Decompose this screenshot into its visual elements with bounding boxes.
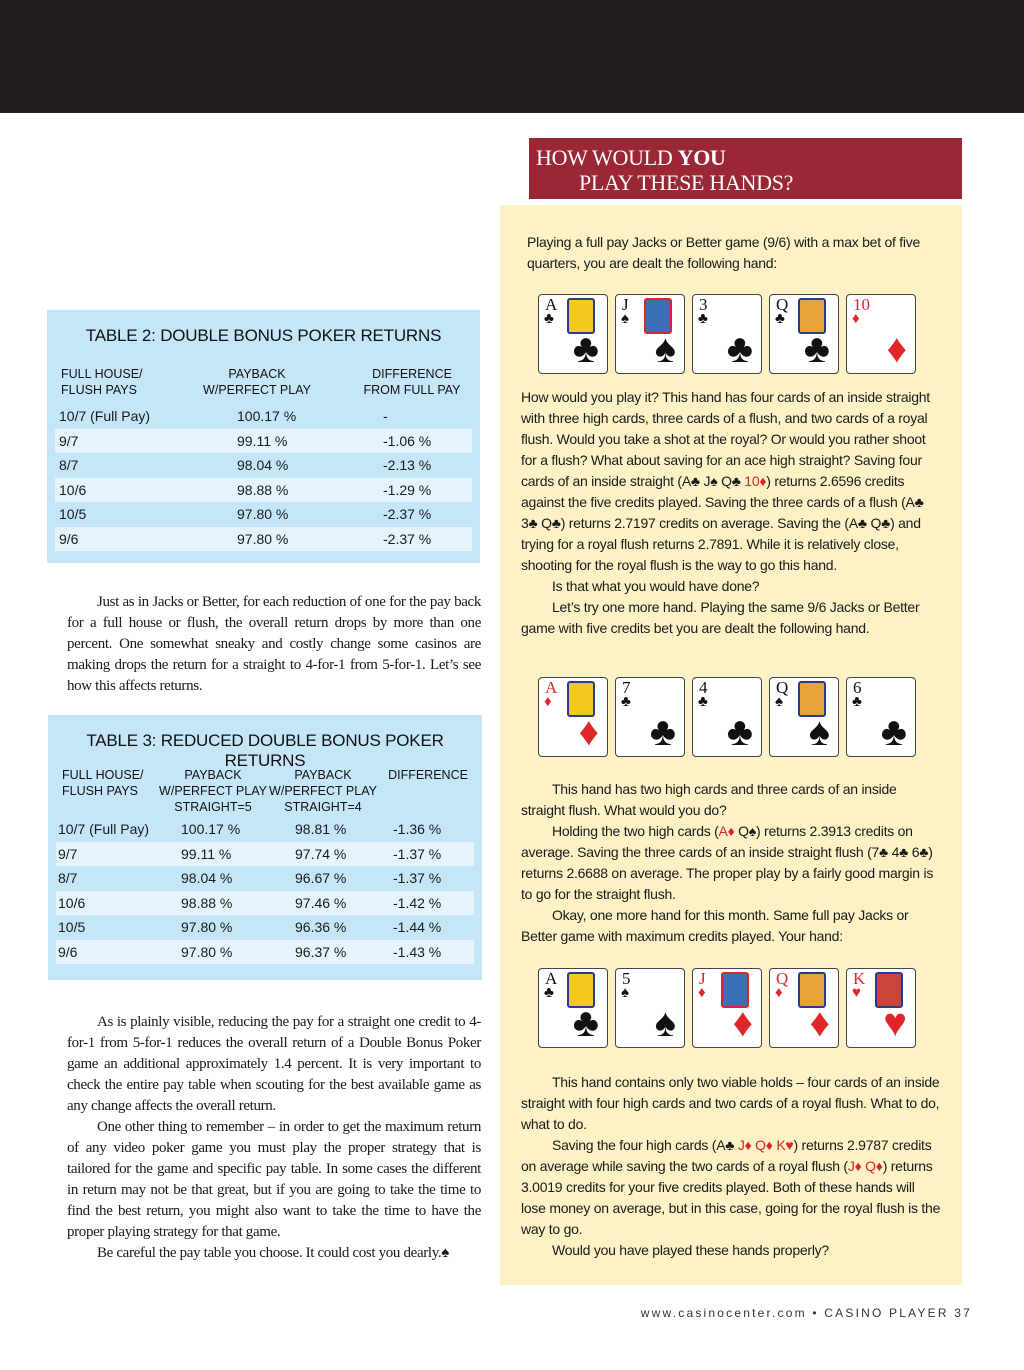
sidebar-text-2 [521,779,941,947]
card-suit-icon: ♣ [649,710,676,754]
para-4: This hand has two high cards and three cards of an inside straight flush. What would you do? [521,781,897,818]
card-suit-icon: ♣ [726,710,753,754]
table-3-cell: 97.46 % [295,894,347,911]
table-2-cell: 9/7 [59,432,79,449]
card-suit-icon: ♦ [886,327,907,371]
table-2-row [55,429,472,453]
playing-card [769,294,839,374]
hand-1 [538,294,918,374]
table-2-cell: 8/7 [59,457,79,473]
sidebar-intro: Playing a full pay Jacks or Better game (9/6) with a max bet of five quarters, you are dealt the following hand: [527,234,921,271]
table-3-row [56,915,474,939]
card-suit-icon: ♦ [732,1001,753,1045]
playing-card [769,677,839,757]
hand-3 [538,968,918,1048]
card-suit-small: ♠ [621,310,629,327]
card-suit-small: ♣ [698,693,708,710]
article-paragraph-2: As is plainly visible, reducing the pay for a straight one credit to 4-for-1 from 5-for-1 reduces the overall return of a Double Bonus Poker game an additional approximately 1.4 percent. It is very important to check the entire pay table when scouting for the best available game as any change affects the overall return. [67,1014,481,1114]
card-suit-small: ♥ [852,984,861,1001]
playing-card [692,294,762,374]
top-bar [0,0,1024,113]
card-suit-icon: ♣ [572,327,599,371]
para-5: Holding the two high cards (A♦ Q♠) returns 2.3913 credits on average. Saving the three cards of an inside straight flush (7♣ 4♣ 6♣) returns 2.6688 on average. The proper play by a fairly good margin is to go for the straight flush. [521,823,934,902]
card-suit-small: ♣ [852,693,862,710]
table-2-cell: 99.11 % [237,432,288,449]
article-paragraph-3: One other thing to remember – in order to get the maximum return of any video poker game you must play the proper strategy that is tailored for the game and specific pay table. In some cases the different in return may not be that great, but if you are going to take the time to find the best return, you might also want to take the time to have the proper playing strategy for that game. [67,1119,481,1240]
para-1: How would you play it? This hand has four cards of an inside straight with three high cards, three cards of a flush, and two cards of a royal flush. Would you take a shot at the royal? Or would you rather shoot for a flush? What about saving for an ace high straight? Saving four cards of an inside straight (A♣ J♠ Q♣ 10♦) returns 2.6596 credits against the five credits played. Saving the three cards of a flush (A♣ 3♣ Q♣) returns 2.7197 credits on average. Saving the (A♣ Q♣) and trying for a royal flush returns 2.7891. While it is relatively close, shooting for the royal flush is the way to go this hand. [521,389,930,573]
card-rank: A [545,969,558,988]
playing-card [846,968,916,1048]
article-paragraphs-2 [67,1012,481,1264]
playing-card [692,677,762,757]
card-suit-icon: ♣ [726,327,753,371]
card-rank: Q [776,295,789,314]
table-3-row [56,940,474,964]
table-2-cell: -1.29 % [383,481,432,498]
table-3-cell: 100.17 % [181,821,241,837]
card-rank: A [545,678,558,697]
card-suit-icon: ♠ [654,1001,676,1045]
card-rank: 3 [699,295,708,314]
card-suit-small: ♦ [775,984,783,1001]
card-rank: 6 [853,678,862,697]
table-3-cell: 96.37 % [295,943,347,960]
table-3-cell: 98.81 % [295,821,347,837]
table-2-cell: 10/5 [59,506,87,522]
playing-card [538,968,608,1048]
table-2-cell: -1.06 % [383,432,432,449]
table-2-title: TABLE 2: DOUBLE BONUS POKER RETURNS [85,326,442,345]
table-3-row [56,842,474,866]
table-3-cell: -1.42 % [393,894,442,911]
card-rank: 5 [622,969,631,988]
table-2-cell: - [383,408,388,424]
card-suit-small: ♣ [621,693,631,710]
table-2-header-col3: DIFFERENCE FROM FULL PAY [363,367,461,397]
card-rank: J [622,295,629,314]
card-suit-small: ♦ [852,310,860,327]
table-3-header-col3: PAYBACK W/PERFECT PLAY STRAIGHT=4 [269,768,377,814]
para-7: This hand contains only two viable holds – four cards of an inside straight with four high cards and two cards of a royal flush. What to do, what to do. [521,1074,940,1132]
card-suit-icon: ♠ [808,710,830,754]
playing-card [846,294,916,374]
playing-card [615,677,685,757]
card-suit-small: ♣ [775,310,785,327]
card-rank: 7 [622,678,631,697]
card-suit-icon: ♠ [654,327,676,371]
table-3-cell: 9/7 [58,845,78,862]
table-2-cell: 97.80 % [237,506,289,522]
card-suit-icon: ♣ [803,327,830,371]
card-rank: A [545,295,558,314]
table-2-header-col2: PAYBACK W/PERFECT PLAY [203,367,311,397]
card-suit-icon: ♣ [572,1001,599,1045]
table-2-cell: 10/7 (Full Pay) [59,408,151,424]
card-rank: Q [776,969,789,988]
table-2-row [55,404,472,428]
card-rank: J [699,969,706,988]
sidebar-text-3 [521,1072,941,1261]
table-3-title: TABLE 3: REDUCED DOUBLE BONUS POKER RETURNS [86,731,444,770]
table-2-header-col1: FULL HOUSE/ FLUSH PAYS [61,367,143,397]
card-suit-small: ♠ [621,984,629,1001]
para-2: Is that what you would have done? [552,578,760,594]
table-3-cell: 8/7 [58,870,78,886]
page-footer: www.casinocenter.com • CASINO PLAYER 37 [640,1306,972,1320]
table-3-cell: 97.74 % [295,845,347,862]
playing-card [538,294,608,374]
playing-card [769,968,839,1048]
card-suit-small: ♣ [544,310,554,327]
table-3-header-col4: DIFFERENCE [388,768,468,782]
table-3-cell: 96.36 % [295,919,347,935]
table-3-cell: -1.43 % [393,943,442,960]
card-suit-small: ♠ [775,693,783,710]
para-3: Let’s try one more hand. Playing the same 9/6 Jacks or Better game with five credits bet you are dealt the following hand. [521,599,920,636]
table-3-cell: 10/7 (Full Pay) [58,821,150,837]
table-2-cell: 100.17 % [237,408,297,424]
card-suit-icon: ♥ [883,1001,907,1045]
card-suit-small: ♦ [544,693,552,710]
hand-2 [538,677,918,757]
table-2-cell: 10/6 [59,481,87,498]
card-rank: K [853,969,866,988]
card-rank: 10 [853,295,870,314]
table-3-header-col1: FULL HOUSE/ FLUSH PAYS [62,768,144,798]
card-rank: 4 [699,678,708,697]
table-3-row [56,866,474,890]
table-2-row [55,502,472,526]
para-8: Saving the four high cards (A♣ J♦ Q♦ K♥) returns 2.9787 credits on average while saving the two cards of a royal flush (J♦ Q♦) returns 3.0019 credits for your five credits played. Both of these hands will lose money on average, but in this case, going for the royal flush is the way to go. [521,1137,941,1237]
playing-card [615,968,685,1048]
card-rank: Q [776,678,789,697]
table-3-cell: 97.80 % [181,943,233,960]
card-suit-icon: ♦ [578,710,599,754]
article-paragraph-4: Be careful the pay table you choose. It could cost you dearly.♠ [97,1245,449,1261]
table-3-cell: -1.37 % [393,870,442,886]
table-2-cell: 9/6 [59,530,79,547]
playing-card [615,294,685,374]
table-2-row [55,527,472,551]
table-3-cell: 10/6 [58,894,86,911]
playing-card [538,677,608,757]
table-3-cell: 98.88 % [181,894,233,911]
table-2-row [55,478,472,502]
table-3-cell: 10/5 [58,919,86,935]
para-9: Would you have played these hands properly? [552,1242,829,1258]
table-3-cell: 99.11 % [181,845,232,862]
table-3-cell: 96.67 % [295,870,347,886]
sidebar-banner: HOW WOULD YOU PLAY THESE HANDS? [529,138,962,199]
table-3-cell: 97.80 % [181,919,233,935]
table-2-cell: -2.37 % [383,506,432,522]
para-6: Okay, one more hand for this month. Same full pay Jacks or Better game with maximum credits played. Your hand: [521,907,909,944]
table-2-cell: 97.80 % [237,530,289,547]
table-3 [48,715,482,980]
sidebar-text-1 [521,387,941,639]
table-3-cell: -1.44 % [393,919,442,935]
card-suit-icon: ♣ [880,710,907,754]
table-3-cell: 98.04 % [181,870,233,886]
table-3-row [56,891,474,915]
card-suit-small: ♣ [698,310,708,327]
table-2 [47,310,480,563]
table-3-cell: -1.36 % [393,821,442,837]
table-3-header-col2: PAYBACK W/PERFECT PLAY STRAIGHT=5 [159,768,267,814]
table-2-cell: 98.88 % [237,481,289,498]
table-3-cell: 9/6 [58,943,78,960]
table-3-cell: -1.37 % [393,845,442,862]
card-suit-small: ♣ [544,984,554,1001]
table-2-cell: -2.13 % [383,457,432,473]
article-paragraph-1: Just as in Jacks or Better, for each reduction of one for the pay back for a full house or flush, the overall return drops by more than one percent. One somewhat sneaky and costly change some casinos are making drops the return for a straight to 4-for-1 from 5-for-1. Let’s see how this affects returns. [67,594,481,694]
table-2-row [55,453,472,477]
table-2-cell: 98.04 % [237,457,289,473]
table-2-cell: -2.37 % [383,530,432,547]
playing-card [846,677,916,757]
card-suit-small: ♦ [698,984,706,1001]
table-3-row [56,817,474,841]
playing-card [692,968,762,1048]
card-suit-icon: ♦ [809,1001,830,1045]
